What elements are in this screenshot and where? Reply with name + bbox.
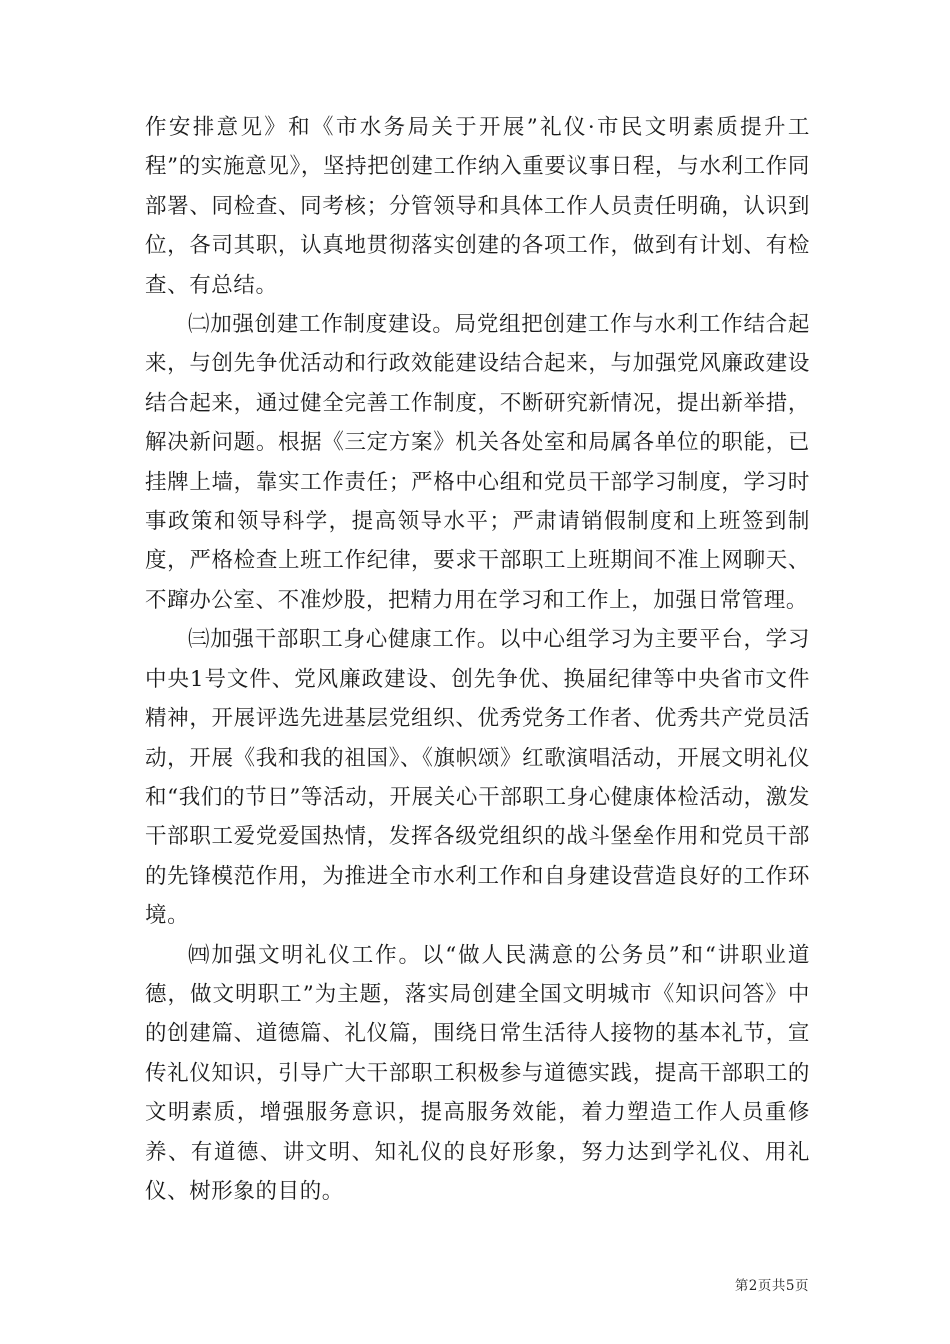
- paragraph-etiquette-work: ㈣加强文明礼仪工作。以“做人民满意的公务员”和“讲职业道德，做文明职工”为主题，落实局创建全国文明城市《知识问答》中的创建篇、道德篇、礼仪篇，围绕日常生活待人接物的基本礼节，宣传礼仪知识，引导广大干部职工积极参与道德实践，提高干部职工的文明素质，增强服务意识，提高服务效能，着力塑造工作人员重修养、有道德、讲文明、知礼仪的良好形象，努力达到学礼仪、用礼仪、树形象的目的。: [145, 942, 810, 1204]
- page-number-footer: 第2页共5页: [734, 1278, 809, 1294]
- document-body: [145, 108, 810, 1211]
- paragraph-health-work: ㈢加强干部职工身心健康工作。以中心组学习为主要平台，学习中央1号文件、党风廉政建设、创先争优、换届纪律等中央省市文件精神，开展评选先进基层党组织、优秀党务工作者、优秀共产党员活动，开展《我和我的祖国》、《旗帜颂》红歌演唱活动，开展文明礼仪和“我们的节日”等活动，开展关心干部职工身心健康体检活动，激发干部职工爱党爱国热情，发挥各级党组织的战斗堡垒作用和党员干部的先锋模范作用，为推进全市水利工作和自身建设营造良好的工作环境。: [145, 627, 810, 929]
- paragraph-continuation: 作安排意见》和《市水务局关于开展”礼仪·市民文明素质提升工程”的实施意见》，坚持把创建工作纳入重要议事日程，与水利工作同部署、同检查、同考核；分管领导和具体工作人员责任明确，认识到位，各司其职，认真地贯彻落实创建的各项工作，做到有计划、有检查、有总结。: [145, 115, 810, 298]
- paragraph-system-building: ㈡加强创建工作制度建设。局党组把创建工作与水利工作结合起来，与创先争优活动和行政效能建设结合起来，与加强党风廉政建设结合起来，通过健全完善工作制度，不断研究新情况，提出新举措，解决新问题。根据《三定方案》机关各处室和局属各单位的职能，已挂牌上墙，靠实工作责任；严格中心组和党员干部学习制度，学习时事政策和领导科学，提高领导水平；严肃请销假制度和上班签到制度，严格检查上班工作纪律，要求干部职工上班期间不准上网聊天、不蹿办公室、不准炒股，把精力用在学习和工作上，加强日常管理。: [145, 312, 810, 613]
